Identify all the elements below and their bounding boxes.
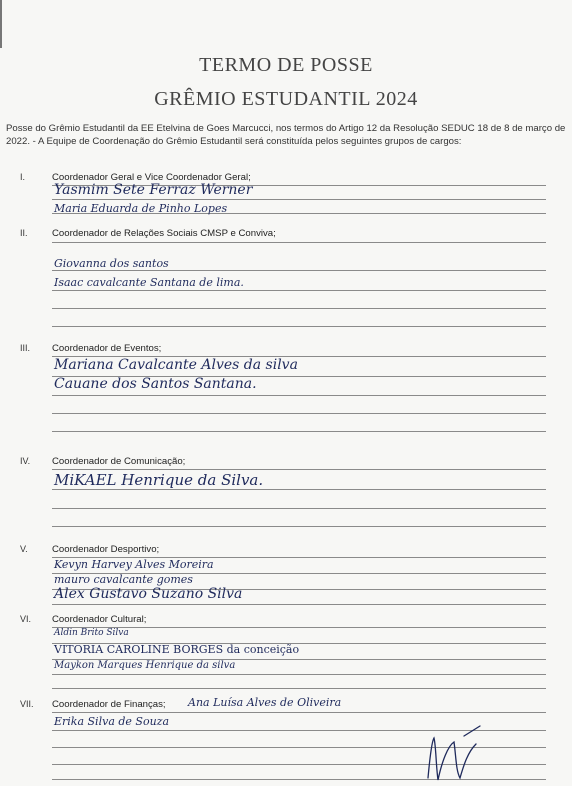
ruled-line <box>52 326 546 327</box>
section-numeral: VI. <box>20 614 32 624</box>
handwritten-signature <box>420 716 490 786</box>
ruled-line <box>52 431 546 432</box>
handwritten-name: Alex Gustavo Suzano Silva <box>54 586 243 602</box>
ruled-line <box>52 413 546 414</box>
handwritten-name: Maykon Marques Henrique da silva <box>54 660 236 671</box>
ruled-line <box>52 270 546 271</box>
section-heading: Coordenador Geral e Vice Coordenador Geral; <box>52 172 251 183</box>
handwritten-name: Ana Luísa Alves de Oliveira <box>188 696 342 709</box>
section-numeral: VII. <box>20 699 34 709</box>
handwritten-name: Yasmim Sete Ferraz Werner <box>54 182 253 198</box>
handwritten-name: MiKAEL Henrique da Silva. <box>54 471 264 489</box>
handwritten-name: Aldin Brito Silva <box>54 628 129 638</box>
ruled-line <box>52 604 546 605</box>
handwritten-name: Isaac cavalcante Santana de lima. <box>54 276 244 289</box>
section-heading: Coordenador Desportivo; <box>52 544 160 555</box>
section-heading: Coordenador de Eventos; <box>52 343 162 354</box>
ruled-line <box>52 688 546 689</box>
section-heading: Coordenador de Relações Sociais CMSP e Conviva; <box>52 228 276 239</box>
handwritten-name: Maria Eduarda de Pinho Lopes <box>54 202 228 215</box>
section-numeral: I. <box>20 172 26 182</box>
ruled-line <box>52 308 546 309</box>
ruled-line <box>52 674 546 675</box>
ruled-line <box>52 508 546 509</box>
handwritten-name: Mariana Cavalcante Alves da silva <box>54 357 298 373</box>
ruled-line <box>52 712 546 713</box>
section-numeral: II. <box>20 228 28 238</box>
handwritten-name: Giovanna dos santos <box>54 257 169 270</box>
ruled-line <box>52 290 546 291</box>
handwritten-name: Cauane dos Santos Santana. <box>54 376 257 392</box>
scan-edge-mark <box>0 0 2 48</box>
ruled-line <box>52 242 546 243</box>
document-subtitle: GRÊMIO ESTUDANTIL 2024 <box>154 88 418 110</box>
document-title: TERMO DE POSSE <box>199 54 373 76</box>
section-heading: Coordenador Cultural; <box>52 614 147 625</box>
ruled-line <box>52 489 546 490</box>
ruled-line <box>52 526 546 527</box>
ruled-line <box>52 395 546 396</box>
handwritten-name: Erika Silva de Souza <box>54 715 170 728</box>
section-numeral: V. <box>20 544 28 554</box>
handwritten-name: VITORIA CAROLINE BORGES da conceição <box>54 643 300 656</box>
ruled-line <box>52 199 546 200</box>
intro-paragraph: Posse do Grêmio Estudantil da EE Etelvina de Goes Marcucci, nos termos do Artigo 12 da Resolução SEDUC 18 de 8 de março de 2022. - A Equipe de Coordenação do Grêmio Estudantil será constituída pelos seguintes grupos de cargos: <box>6 123 566 147</box>
section-numeral: IV. <box>20 456 31 466</box>
section-heading: Coordenador de Comunicação; <box>52 456 186 467</box>
section-numeral: III. <box>20 343 31 353</box>
handwritten-name: mauro cavalcante gomes <box>54 573 193 586</box>
ruled-line <box>52 469 546 470</box>
section-heading: Coordenador de Finanças; <box>52 699 166 710</box>
handwritten-name: Kevyn Harvey Alves Moreira <box>54 558 214 571</box>
